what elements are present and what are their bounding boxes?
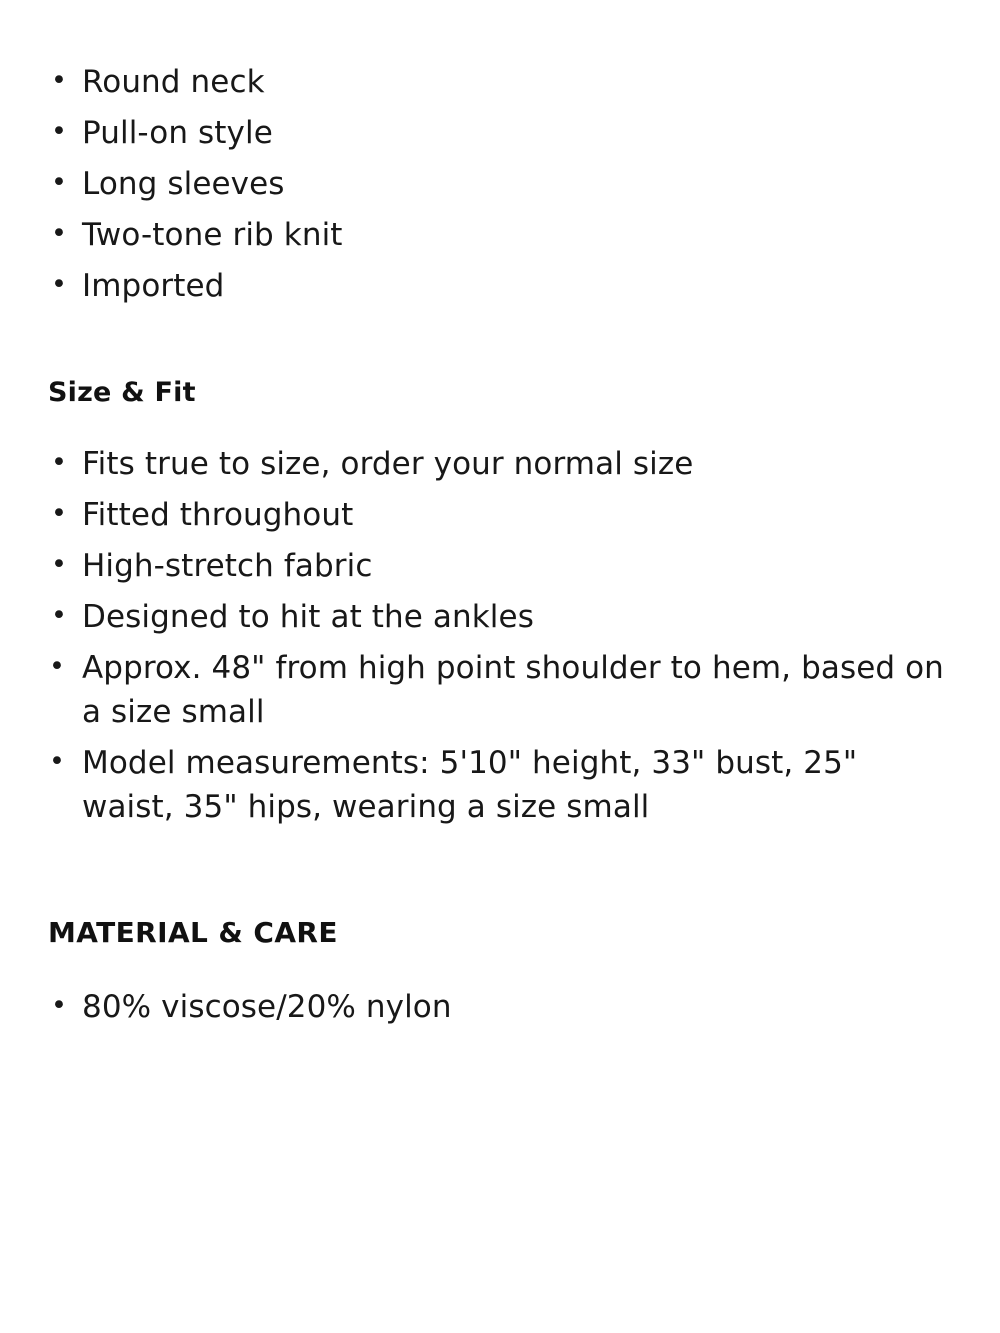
list-item: • Two-tone rib knit: [48, 213, 952, 257]
spacer: [48, 408, 952, 442]
list-item: • 80% viscose/20% nylon: [48, 985, 952, 1029]
list-item: • Round neck: [48, 60, 952, 104]
list-item: • Imported: [48, 264, 952, 308]
size-and-fit-list: [48, 442, 952, 829]
material-and-care-list: [48, 985, 952, 1029]
list-item: • Fitted throughout: [48, 493, 952, 537]
list-item: • Model measurements: 5'10" height, 33" bust, 25" waist, 35" hips, wearing a size small: [48, 741, 952, 829]
list-item: • Approx. 48" from high point shoulder to hem, based on a size small: [48, 646, 952, 734]
material-and-care-heading: MATERIAL & CARE: [48, 916, 338, 950]
list-item: • Pull-on style: [48, 111, 952, 155]
list-item: • Fits true to size, order your normal size: [48, 442, 952, 486]
list-item: • High-stretch fabric: [48, 544, 952, 588]
list-item: • Long sleeves: [48, 162, 952, 206]
size-and-fit-heading: Size & Fit: [48, 377, 196, 409]
features-list: [48, 60, 952, 308]
list-item: • Designed to hit at the ankles: [48, 595, 952, 639]
spacer: [48, 836, 952, 916]
spacer: [48, 315, 952, 377]
spacer: [48, 949, 952, 985]
